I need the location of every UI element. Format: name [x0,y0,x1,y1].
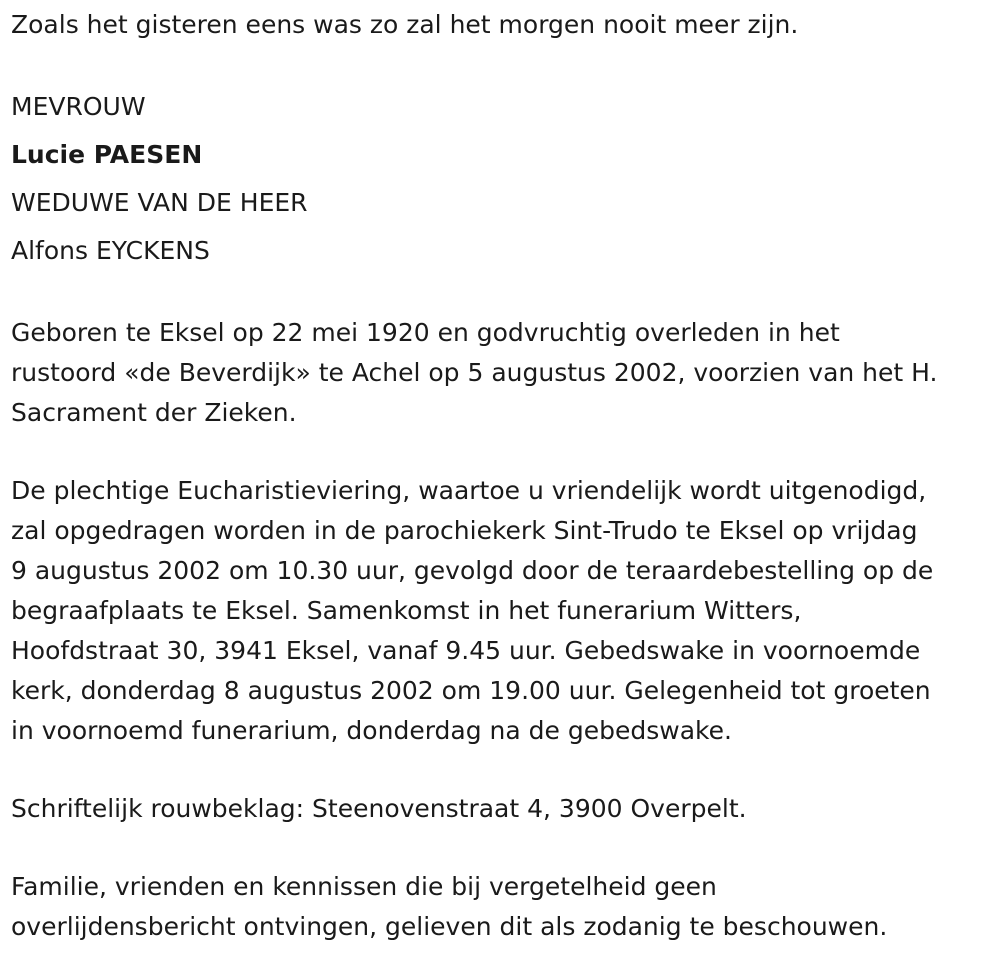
paragraph-line: Geboren te Eksel op 22 mei 1920 en godvruchtig overleden in het [11,318,840,347]
ceremony-paragraph [11,471,996,751]
paragraph-line: zal opgedragen worden in de parochiekerk Sint-Trudo te Eksel op vrijdag [11,516,918,545]
paragraph-line: 9 augustus 2002 om 10.30 uur, gevolgd door de teraardebestelling op de [11,556,934,585]
paragraph-line: Familie, vrienden en kennissen die bij vergetelheid geen [11,872,717,901]
paragraph-line: kerk, donderdag 8 augustus 2002 om 19.00 uur. Gelegenheid tot groeten [11,676,931,705]
title-prefix: MEVROUW [11,92,146,121]
paragraph-line: begraafplaats te Eksel. Samenkomst in het funerarium Witters, [11,596,802,625]
deceased-name: Lucie PAESEN [11,140,203,169]
widow-status: WEDUWE VAN DE HEER [11,188,308,217]
paragraph-line: overlijdensbericht ontvingen, gelieven dit als zodanig te beschouwen. [11,912,888,941]
motto-text: Zoals het gisteren eens was zo zal het morgen nooit meer zijn. [11,10,799,39]
spouse-name: Alfons EYCKENS [11,236,210,265]
deceased-header [11,83,996,275]
paragraph-line: rustoord «de Beverdijk» te Achel op 5 augustus 2002, voorzien van het H. [11,358,938,387]
condolence-address: Schriftelijk rouwbeklag: Steenovenstraat 4, 3900 Overpelt. [11,794,747,823]
paragraph-line: in voornoemd funerarium, donderdag na de gebedswake. [11,716,732,745]
family-note-paragraph [11,867,996,947]
condolence-paragraph [11,789,996,829]
birth-death-paragraph [11,313,996,433]
obituary-notice [11,0,996,947]
paragraph-line: Hoofdstraat 30, 3941 Eksel, vanaf 9.45 uur. Gebedswake in voornoemde [11,636,921,665]
paragraph-line: De plechtige Eucharistieviering, waartoe u vriendelijk wordt uitgenodigd, [11,476,927,505]
paragraph-line: Sacrament der Zieken. [11,398,297,427]
